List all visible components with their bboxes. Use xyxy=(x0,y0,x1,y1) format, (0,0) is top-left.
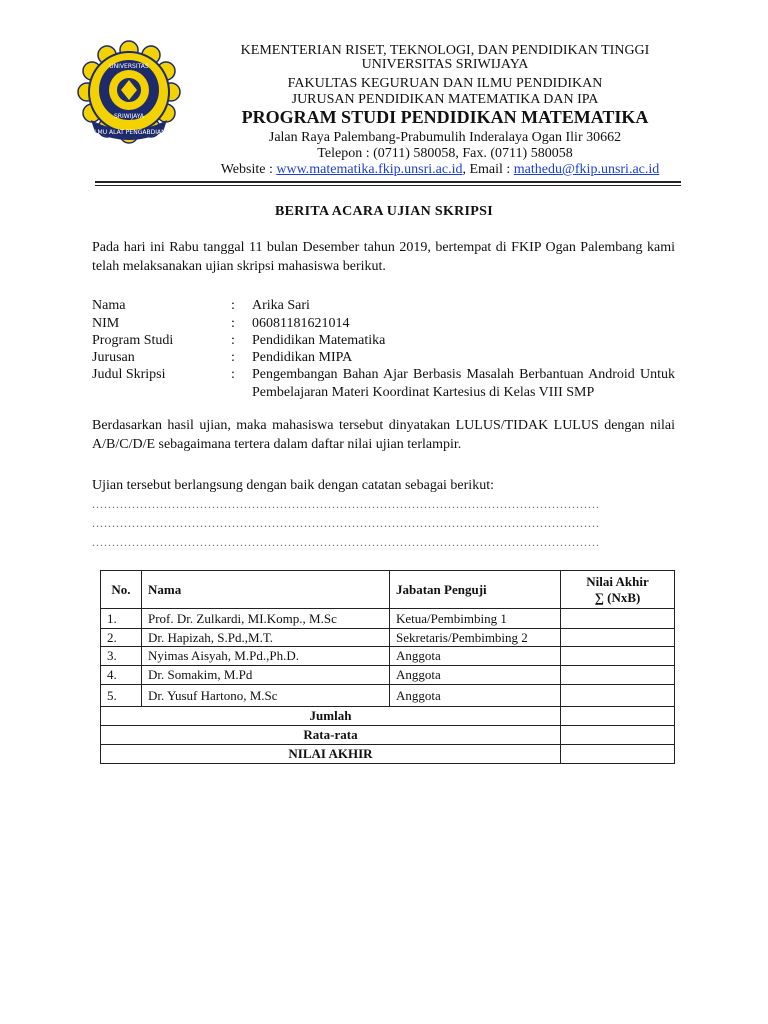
header-divider-thick xyxy=(95,181,681,183)
col-no-header: No. xyxy=(101,571,142,609)
cell-nama: Dr. Hapizah, S.Pd.,M.T. xyxy=(142,629,390,647)
university-seal-icon xyxy=(77,40,181,144)
cell-nilai[interactable] xyxy=(561,666,675,685)
table-row xyxy=(101,647,675,666)
col-jabatan-header: Jabatan Penguji xyxy=(390,571,561,609)
info-colon: : xyxy=(231,333,235,348)
email-link[interactable]: mathedu@fkip.unsri.ac.id xyxy=(513,162,660,177)
info-label-judul: Judul Skripsi xyxy=(92,367,166,382)
cell-no: 2. xyxy=(101,629,142,647)
cell-jabatan: Sekretaris/Pembimbing 2 xyxy=(390,629,561,647)
notes-line-2[interactable]: ............................................................................................................................... xyxy=(92,516,600,530)
header-university: UNIVERSITAS SRIWIJAYA xyxy=(361,57,529,72)
summary-row-nilai-akhir xyxy=(101,745,675,764)
website-link[interactable]: www.matematika.fkip.unsri.ac.id xyxy=(276,162,463,177)
info-value-judul: Pengembangan Bahan Ajar Berbasis Masalah Berbantuan Android Untuk Pembelajaran Materi Koordinat Kartesius di Kelas VIII SMP xyxy=(252,367,675,400)
header-divider-thin xyxy=(95,185,681,186)
cell-nilai[interactable] xyxy=(561,629,675,647)
cell-no: 4. xyxy=(101,666,142,685)
svg-text:SRIWIJAYA: SRIWIJAYA xyxy=(113,113,145,120)
info-label-jurusan: Jurusan xyxy=(92,350,135,365)
info-value-jurusan: Pendidikan MIPA xyxy=(252,350,353,365)
col-nilai-header-line2: ∑ (NxB) xyxy=(594,589,641,605)
col-nilai-header-line1: Nilai Akhir xyxy=(586,573,649,589)
summary-value-jumlah[interactable] xyxy=(561,707,675,726)
table-row xyxy=(101,629,675,647)
cell-jabatan: Anggota xyxy=(390,685,561,707)
info-colon: : xyxy=(231,350,235,365)
cell-no: 5. xyxy=(101,685,142,707)
info-colon: : xyxy=(231,367,235,382)
cell-jabatan: Ketua/Pembimbing 1 xyxy=(390,609,561,629)
info-value-nama: Arika Sari xyxy=(252,298,310,313)
summary-label-jumlah: Jumlah xyxy=(101,707,561,726)
intro-paragraph: Pada hari ini Rabu tanggal 11 bulan Desember tahun 2019, bertempat di FKIP Ogan Palembang kami telah melaksanakan ujian skripsi mahasiswa berikut. xyxy=(92,240,675,274)
col-nilai-header xyxy=(561,571,675,609)
summary-row-jumlah xyxy=(101,707,675,726)
cell-nama: Prof. Dr. Zulkardi, MI.Komp., M.Sc xyxy=(142,609,390,629)
header-department: JURUSAN PENDIDIKAN MATEMATIKA DAN IPA xyxy=(291,92,599,107)
info-label-nama: Nama xyxy=(92,298,126,313)
cell-jabatan: Anggota xyxy=(390,666,561,685)
summary-value-nilai-akhir[interactable] xyxy=(561,745,675,764)
document-title: BERITA ACARA UJIAN SKRIPSI xyxy=(275,204,493,219)
header-phone: Telepon : (0711) 580058, Fax. (0711) 580058 xyxy=(317,146,573,161)
cell-jabatan: Anggota xyxy=(390,647,561,666)
table-row xyxy=(101,609,675,629)
university-logo xyxy=(77,40,181,144)
summary-label-nilai-akhir: NILAI AKHIR xyxy=(101,745,561,764)
cell-nama: Dr. Somakim, M.Pd xyxy=(142,666,390,685)
table-header-row xyxy=(101,571,675,609)
info-value-prodi: Pendidikan Matematika xyxy=(252,333,386,348)
email-label: , Email : xyxy=(462,162,514,177)
cell-nilai[interactable] xyxy=(561,685,675,707)
cell-nilai[interactable] xyxy=(561,609,675,629)
col-nama-header: Nama xyxy=(142,571,390,609)
header-contact xyxy=(160,162,720,178)
info-value-nim: 06081181621014 xyxy=(252,316,350,331)
website-label: Website : xyxy=(220,162,277,177)
svg-text:ILMU ALAT PENGABDIAN: ILMU ALAT PENGABDIAN xyxy=(92,129,166,136)
table-row xyxy=(101,685,675,707)
cell-nama: Dr. Yusuf Hartono, M.Sc xyxy=(142,685,390,707)
cell-nama: Nyimas Aisyah, M.Pd.,Ph.D. xyxy=(142,647,390,666)
info-label-prodi: Program Studi xyxy=(92,333,174,348)
info-label-nim: NIM xyxy=(92,316,120,331)
table-row xyxy=(101,666,675,685)
header-faculty: FAKULTAS KEGURUAN DAN ILMU PENDIDIKAN xyxy=(287,76,603,91)
info-colon: : xyxy=(231,316,235,331)
info-colon: : xyxy=(231,298,235,313)
summary-value-rata[interactable] xyxy=(561,726,675,745)
header-address: Jalan Raya Palembang-Prabumulih Inderalaya Ogan Ilir 30662 xyxy=(268,130,622,145)
header-ministry: KEMENTERIAN RISET, TEKNOLOGI, DAN PENDIDIKAN TINGGI xyxy=(240,43,650,58)
summary-row-rata xyxy=(101,726,675,745)
cell-nilai[interactable] xyxy=(561,647,675,666)
cell-no: 3. xyxy=(101,647,142,666)
notes-line-3[interactable]: ............................................................................................................................... xyxy=(92,535,600,549)
header-program: PROGRAM STUDI PENDIDIKAN MATEMATIKA xyxy=(241,107,649,127)
notes-line-1[interactable]: ............................................................................................................................... xyxy=(92,497,600,511)
notes-intro: Ujian tersebut berlangsung dengan baik dengan catatan sebagai berikut: xyxy=(92,478,494,493)
result-paragraph: Berdasarkan hasil ujian, maka mahasiswa tersebut dinyatakan LULUS/TIDAK LULUS dengan nilai A/B/C/D/E sebagaimana tertera dalam daftar nilai ujian terlampir. xyxy=(92,418,675,452)
examiner-table xyxy=(100,570,675,764)
summary-label-rata: Rata-rata xyxy=(101,726,561,745)
svg-text:UNIVERSITAS: UNIVERSITAS xyxy=(109,63,149,70)
cell-no: 1. xyxy=(101,609,142,629)
